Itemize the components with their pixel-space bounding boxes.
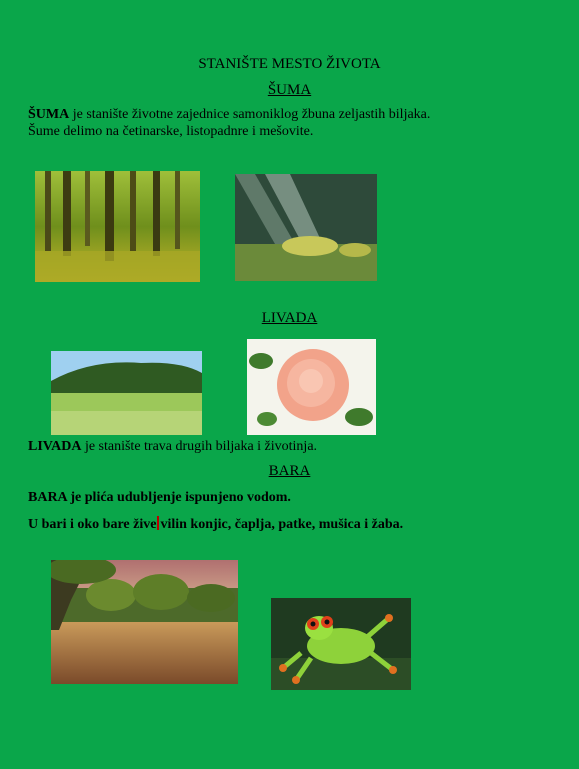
suma-text-2: Šume delimo na četinarske, listopadnre i mešovite. [28, 124, 314, 139]
bara-line-2a: U bari i oko bare žive [28, 517, 157, 532]
suma-heading: ŠUMA [267, 82, 312, 98]
pond-photo [51, 560, 238, 684]
bara-line-2 [28, 516, 568, 533]
livada-lead: LIVADA [28, 439, 82, 454]
bara-line-2b: vilin konjic, čaplja, patke, mušica i žaba. [160, 517, 404, 532]
bara-line-1: BARA je plića udubljenje ispunjeno vodom. [28, 490, 291, 505]
suma-text-1: je stanište životne zajednice samoniklog žbuna zeljastih biljaka. [69, 107, 431, 122]
livada-paragraph [28, 438, 568, 455]
page-title: STANIŠTE MESTO ŽIVOTA [198, 56, 381, 72]
meadow-photo [51, 351, 202, 435]
livada-text: je stanište trava drugih biljaka i životinja. [81, 439, 318, 454]
livada-heading: LIVADA [261, 310, 318, 326]
forest-photo [35, 171, 200, 282]
suma-paragraph [28, 106, 568, 140]
bara-heading: BARA [268, 463, 311, 479]
frog-photo [271, 598, 411, 690]
sunbeam-forest-photo [235, 174, 377, 281]
rose-photo [247, 339, 376, 435]
suma-lead: ŠUMA [28, 107, 70, 122]
